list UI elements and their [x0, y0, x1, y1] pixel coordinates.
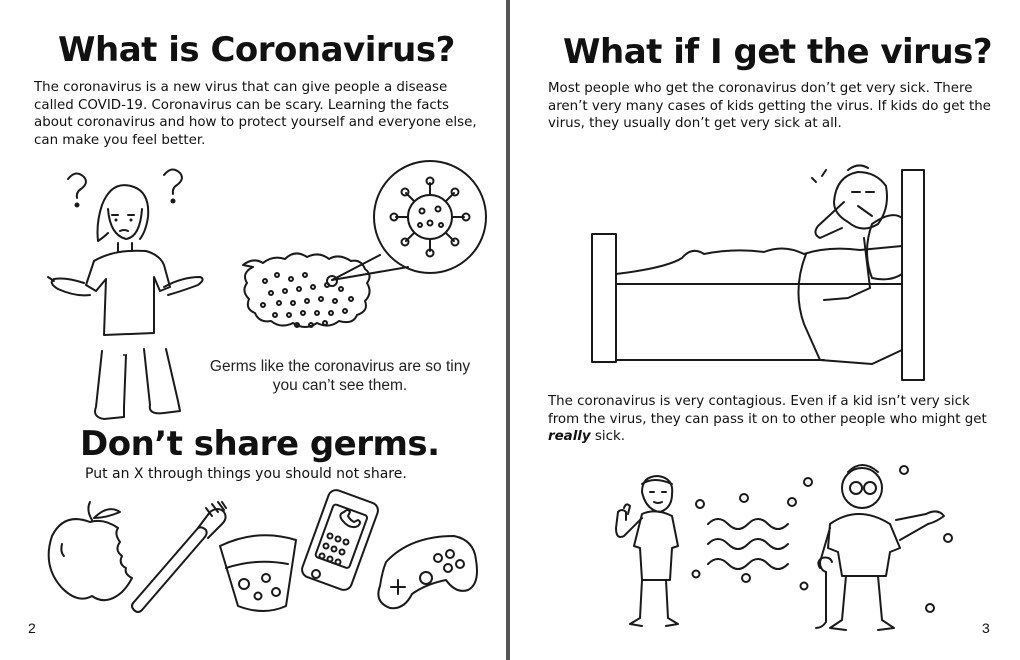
germ-waves-icon	[686, 490, 796, 580]
thumbs-up-kid-icon	[606, 470, 696, 630]
contagious-emphasis: really	[548, 429, 591, 444]
elderly-person-icon	[800, 458, 970, 634]
germs-caption-line-1: Germs like the coronavirus are so tiny	[209, 358, 471, 375]
intro-paragraph: Most people who get the coronavirus don’t get very sick. There aren’t very many cases of kids getting the virus. If kids do get the virus, they usually don’t get very sick at all.	[548, 81, 991, 131]
germs-caption-line-2: you can’t see them.	[272, 377, 408, 394]
intro-paragraph: The coronavirus is a new virus that can give people a disease called COVID-19. Coronavirus can be scary. Learning the facts about coronavirus and how to protect yourself and everyone else, can make you feel better.	[34, 80, 477, 148]
contagious-text-end: sick.	[590, 429, 625, 444]
right-page	[510, 0, 1020, 660]
page-number: 2	[28, 620, 36, 636]
section-title: Don’t share germs.	[80, 424, 440, 464]
page-title: What if I get the virus?	[563, 32, 993, 72]
left-page	[0, 0, 506, 660]
section-instruction: Put an X through things you should not share.	[85, 466, 407, 482]
virus-magnifier-icon	[320, 155, 490, 295]
cup-icon	[214, 528, 304, 618]
sick-person-in-bed-icon	[590, 162, 930, 382]
page-number: 3	[982, 620, 990, 636]
germs-caption	[185, 357, 495, 395]
contagious-text: The coronavirus is very contagious. Even if a kid isn’t very sick from the virus, they can pass it on to other people who might get	[548, 394, 987, 427]
game-controller-icon	[372, 528, 478, 612]
contagious-paragraph	[548, 393, 1000, 446]
page-title: What is Coronavirus?	[58, 30, 455, 70]
